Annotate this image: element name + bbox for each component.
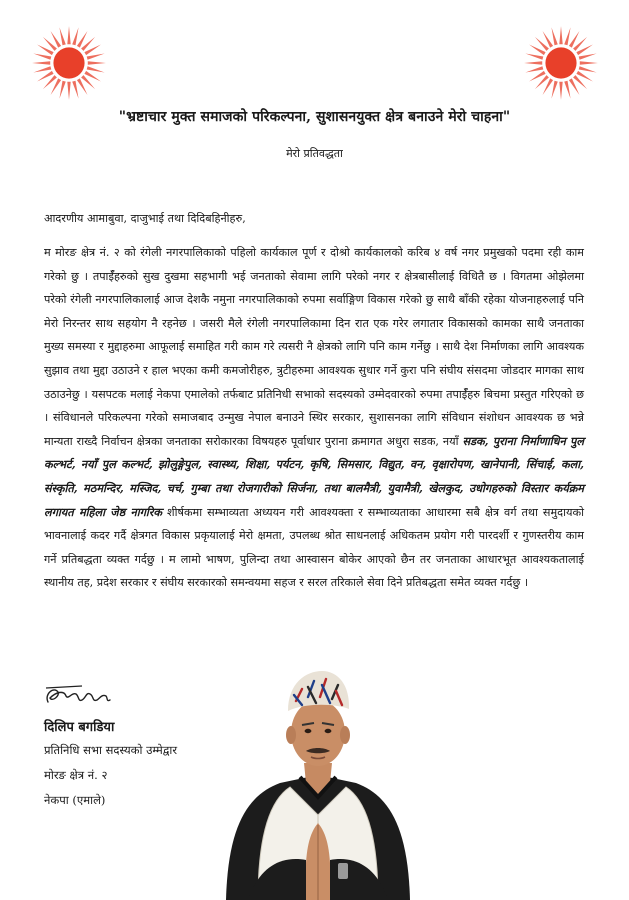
candidate-name: दिलिप बगडिया xyxy=(44,720,115,735)
sun-ray xyxy=(59,81,65,99)
sun-ray xyxy=(564,81,570,99)
candidate-party: नेकपा (एमाले) xyxy=(44,793,106,807)
sun-ray xyxy=(564,27,570,45)
candidate-photo xyxy=(218,655,418,900)
sun-ray xyxy=(33,66,51,72)
letter-body-tail: शीर्षकमा सम्भाव्यता अध्ययन गरी आवश्यक्ता र सम्भाव्यताका आधारमा सबै क्षेत्र वर्ग तथा समुदायको भावनालाई कदर गर्दै क्षेत्रगत विकास प्रकृयालाई मेरो क्षमता, उपलब्ध श्रोत साधनलाई अधिकतम प्रयोग गरी पारदर्शी र गुणस्तरीय काम गर्ने प्रतिबद्धता व्यक्त गर्दछु । म लामो भाषण, पुलिन्दा तथा आस्वासन बोकेर आएको छैन तर जनताका आधारभूत आवश्यकतालाई स्थानीय तह, प्रदेश सरकार र संघीय सरकारको समन्वयमा सहज र सरल तरिकाले सेवा दिने प्रतिबद्धता समेत व्यक्त गर्दछु । xyxy=(44,505,584,590)
sun-ray xyxy=(525,66,543,72)
sun-ray xyxy=(33,53,51,59)
sun-ray xyxy=(579,53,597,59)
sun-emblem-right-icon xyxy=(520,22,602,104)
sun-ray xyxy=(59,27,65,45)
sun-ray xyxy=(32,61,50,64)
letter-body xyxy=(44,241,584,595)
sun-ray xyxy=(580,61,598,64)
sun-ray xyxy=(87,53,105,59)
sun-ray xyxy=(88,61,106,64)
sun-ray xyxy=(579,66,597,72)
sun-ray xyxy=(551,81,557,99)
page-title: "भ्रष्टाचार मुक्त समाजको परिकल्पना, सुशासनयुक्त क्षेत्र बनाउने मेरो चाहना" xyxy=(118,109,511,125)
sun-ray xyxy=(524,61,542,64)
candidate-position: प्रतिनिधि सभा सदस्यको उम्मेद्वार xyxy=(44,743,178,757)
letter-body-highlight: सडक, पुराना निर्माणाधिन पुल कल्भर्ट, नयाँ पुल कल्भर्ट, झोलुङ्गेपुल, स्वास्थ्य, शिक्षा, पर्यटन, कृषि, सिमसार, विद्युत, वन, वृक्षारोपण, खानेपानी, सिंचाई, कला, संस्कृति, मठमन्दिर, मस्जिद, चर्च, गुम्बा तथा रोजगारीको सिर्जना, तथा बालमैत्री, युवामैत्री, खेलकुद, उधोगहरुको विस्तार कर्यक्रम लगायत महिला जेष्ठ नागरिक xyxy=(44,433,584,519)
sun-ray xyxy=(67,82,70,100)
sun-ray xyxy=(559,26,562,44)
sun-ray xyxy=(87,66,105,72)
sun-ray xyxy=(67,26,70,44)
sun-ray xyxy=(559,82,562,100)
sun-ray xyxy=(525,53,543,59)
handwritten-signature xyxy=(42,680,142,712)
salutation: आदरणीय आमाबुवा, दाजुभाई तथा दिदिबहिनीहरु, xyxy=(44,212,246,225)
page-subtitle: मेरो प्रतिवद्धता xyxy=(286,147,343,160)
sun-ray xyxy=(72,27,78,45)
sun-ray xyxy=(72,81,78,99)
sun-emblem-left-icon xyxy=(28,22,110,104)
letter-body-intro: म मोरङ क्षेत्र नं. २ को रंगेली नगरपालिकाको पहिलो कार्यकाल पूर्ण र दोश्रो कार्यकालको करिब ४ वर्ष नगर प्रमुखको पदमा रही काम गरेको छु । तपाईँहरुको सुख दुखमा सहभागी भई जनताको सेवामा लागि परेको नगर र क्षेत्रबासीलाई विधितै छ । विगतमा ओझेलमा परेको रंगेली नगरपालिकालाई आज देशकै नमुना नगरपालिकाको रुपमा सर्वाङ्गिण विकास गरेको छु साथै बाँकी रहेका योजनाहरुलाई पनि मेरो निरन्तर साथ सहयोग नै रहनेछ । जसरी मैले रंगेली नगरपालिकामा दिन रात एक गरेर लगातार विकासको कामका साथै जनताका मुख्य समस्या र मुद्दाहरुमा आफूलाई समाहित गरी काम गरे त्यसरी नै क्षेत्रको लागि पनि काम गर्नेछु । साथै देश निर्माणका लागि आवश्यक सुझाव तथा मुद्दा उठाउने र हाल भएका कमी कमजोरीहरु, त्रुटीहरुमा आवश्यक सुधार गर्ने कुरा पनि संघीय संसदमा जोडदार मागका साथ उठाउनेछु । यसपटक मलाई नेकपा एमालेको तर्फबाट प्रतिनिधी सभाको सदस्यको उम्मेदवारको रुपमा तपाईँहरु बिचमा प्रस्तुत गरिएको छ । संविधानले परिकल्पना गरेको समाजबाद उन्मुख नेपाल बनाउने स्थिर सरकार, सुशासनका लागि संविधान संशोधन आवश्यक छ भन्ने मान्यता राख्दै निर्वाचन क्षेत्रका जनताका सरोकारका विषयहरु पूर्वाधार पुराना क्रमागत अधुरा सडक, नयाँ xyxy=(44,246,584,448)
candidate-constituency: मोरङ क्षेत्र नं. २ xyxy=(44,768,108,782)
sun-ray xyxy=(551,27,557,45)
